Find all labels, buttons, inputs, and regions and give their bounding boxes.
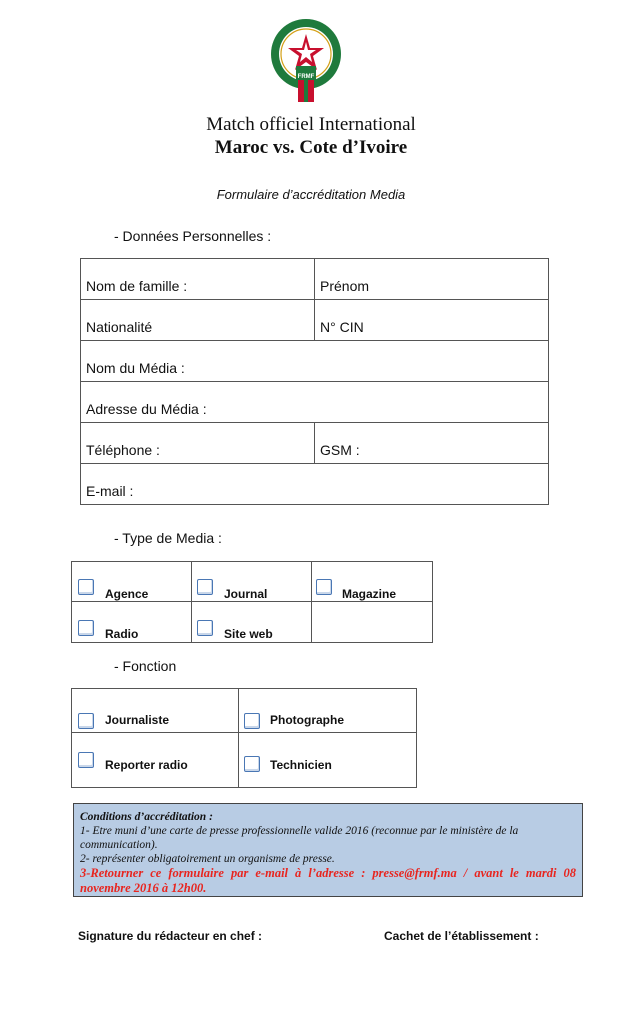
- checkbox-icon[interactable]: [197, 620, 213, 636]
- media-option-agence-label: Agence: [105, 587, 149, 601]
- field-cin-label: N° CIN: [320, 319, 364, 335]
- fonction-option-journaliste[interactable]: [72, 689, 239, 733]
- checkbox-icon[interactable]: [78, 713, 94, 729]
- section-personal-heading: - Données Personnelles :: [114, 228, 272, 244]
- media-option-site-web-label: Site web: [224, 627, 273, 641]
- match-teams: Maroc vs. Cote d’Ivoire: [214, 137, 408, 158]
- field-nationalite-label: Nationalité: [86, 319, 153, 335]
- logo-text: FRMF: [297, 74, 315, 80]
- checkbox-icon[interactable]: [78, 620, 94, 636]
- field-nom-label: Nom de famille :: [86, 278, 188, 294]
- fonction-option-technicien-label: Technicien: [270, 758, 332, 772]
- field-media-label: Nom du Média :: [86, 360, 185, 376]
- field-gsm[interactable]: [315, 423, 549, 464]
- field-media[interactable]: [81, 341, 549, 382]
- checkbox-icon[interactable]: [244, 756, 260, 772]
- media-option-empty: [312, 602, 433, 643]
- field-email-label: E-mail :: [86, 483, 134, 499]
- field-nom[interactable]: [81, 259, 315, 300]
- media-option-magazine[interactable]: [312, 562, 433, 602]
- field-telephone-label: Téléphone :: [86, 442, 160, 458]
- fonction-option-journaliste-label: Journaliste: [105, 713, 170, 727]
- condition-1: 1- Etre muni d’une carte de presse professionnelle valide 2016 (reconnue par le ministère de la communication).: [80, 825, 519, 851]
- field-adresse[interactable]: [81, 382, 549, 423]
- media-type-table: [71, 561, 433, 643]
- field-nationalite[interactable]: [81, 300, 315, 341]
- field-gsm-label: GSM :: [320, 442, 360, 458]
- field-adresse-label: Adresse du Média :: [86, 401, 207, 417]
- checkbox-icon[interactable]: [197, 579, 213, 595]
- field-email[interactable]: [81, 464, 549, 505]
- establishment-stamp-label: Cachet de l’établissement :: [384, 929, 539, 943]
- checkbox-icon[interactable]: [316, 579, 332, 595]
- fonction-option-photographe[interactable]: [239, 689, 417, 733]
- media-option-radio-label: Radio: [105, 627, 139, 641]
- match-title: Match officiel International: [206, 114, 416, 135]
- signature-chief-editor-label: Signature du rédacteur en chef :: [78, 929, 263, 943]
- media-option-journal-label: Journal: [224, 587, 268, 601]
- fonction-option-photographe-label: Photographe: [270, 713, 344, 727]
- condition-3-deadline: 3-Retourner ce formulaire par e-mail à l’adresse : presse@frmf.ma / avant le mardi 08 novembre 2016 à 12h00.: [80, 866, 576, 895]
- fonction-option-technicien[interactable]: [239, 733, 417, 788]
- media-option-journal[interactable]: [192, 562, 312, 602]
- checkbox-icon[interactable]: [78, 752, 94, 768]
- section-fonction-heading: - Fonction: [114, 658, 177, 674]
- field-telephone[interactable]: [81, 423, 315, 464]
- media-option-magazine-label: Magazine: [342, 587, 397, 601]
- checkbox-icon[interactable]: [244, 713, 260, 729]
- fonction-option-reporter-radio-label: Reporter radio: [105, 758, 188, 772]
- form-subtitle: Formulaire d’accréditation Media: [216, 187, 406, 202]
- personal-data-table: [80, 258, 549, 505]
- section-media-heading: - Type de Media :: [114, 530, 222, 546]
- media-option-radio[interactable]: [72, 602, 192, 643]
- conditions-title: Conditions d’accréditation :: [80, 811, 213, 823]
- fonction-table: [71, 688, 417, 788]
- conditions-box: [73, 803, 583, 897]
- media-option-agence[interactable]: [72, 562, 192, 602]
- checkbox-icon[interactable]: [78, 579, 94, 595]
- field-cin[interactable]: [315, 300, 549, 341]
- frmf-crest-icon: [268, 16, 344, 104]
- media-option-site-web[interactable]: [192, 602, 312, 643]
- field-prenom-label: Prénom: [320, 278, 370, 294]
- field-prenom[interactable]: [315, 259, 549, 300]
- fonction-option-reporter-radio[interactable]: [72, 733, 239, 788]
- condition-2: 2- représenter obligatoirement un organisme de presse.: [80, 853, 335, 865]
